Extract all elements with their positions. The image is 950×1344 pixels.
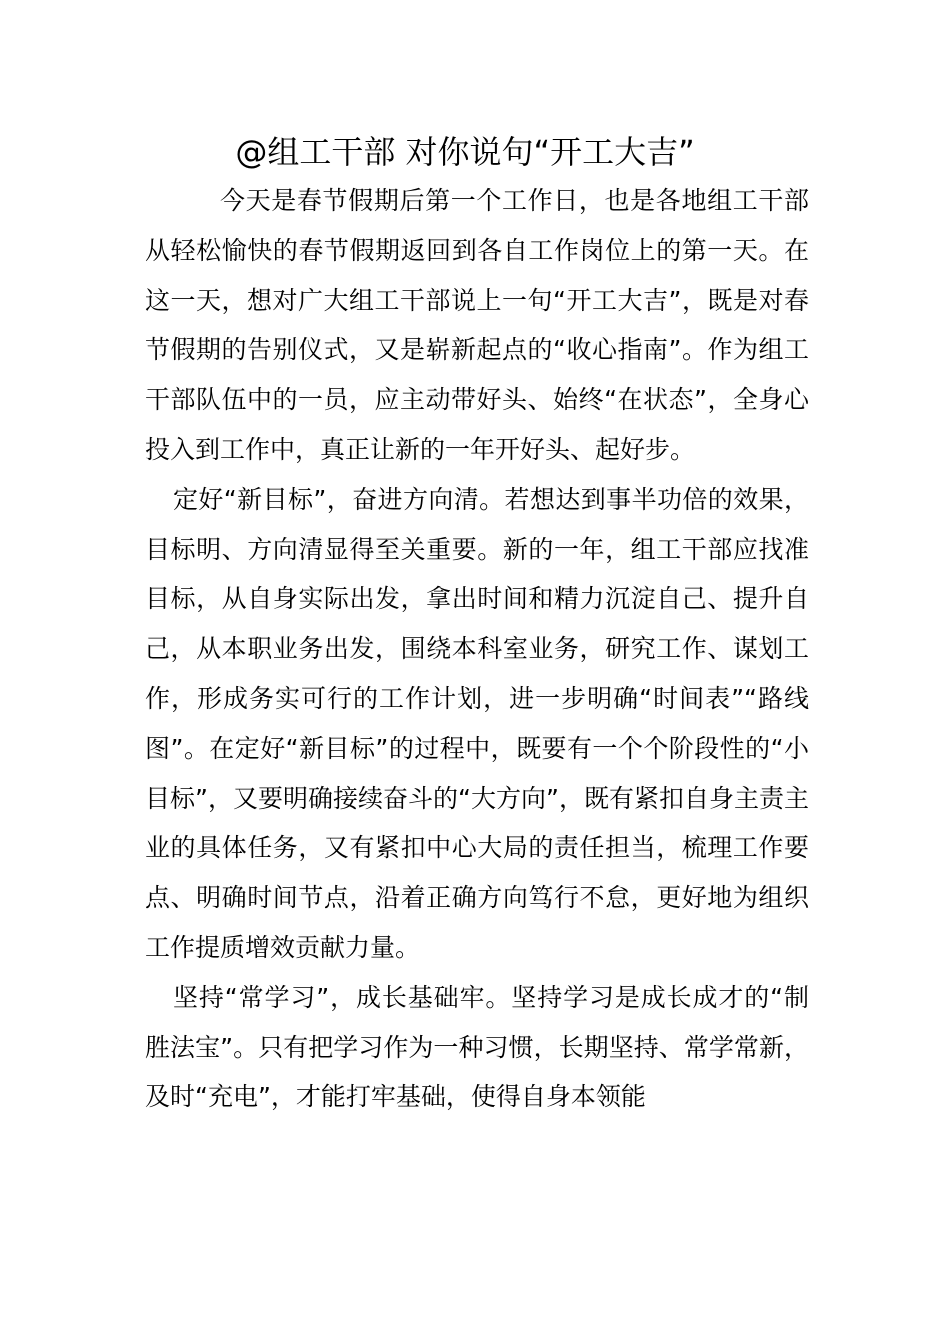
paragraph-new-goals: 定好“新目标”，奋进方向清。若想达到事半功倍的效果，目标明、方向清显得至关重要。新的一年，组工干部应找准目标，从自身实际出发，拿出时间和精力沉淀自己、提升自己，从本职业务出发，围绕本科室业务，研究工作、谋划工作，形成务实可行的工作计划，进一步明确“时间表”“路线图”。在定好“新目标”的过程中，既要有一个个阶段性的“小目标”，又要明确接续奋斗的“大方向”，既有紧扣自身主责主业的具体任务，又有紧扣中心大局的责任担当，梳理工作要点、明确时间节点，沿着正确方向笃行不怠，更好地为组织工作提质增效贡献力量。: [145, 484, 809, 962]
document-body: [145, 176, 809, 1122]
document-title: @组工干部 对你说句“开工大吉”: [235, 133, 695, 171]
paragraph-keep-learning: 坚持“常学习”，成长基础牢。坚持学习是成长成才的“制胜法宝”。只有把学习作为一种习惯，长期坚持、常学常新，及时“充电”，才能打牢基础，使得自身本领能: [145, 982, 809, 1112]
paragraph-intro: 今天是春节假期后第一个工作日，也是各地组工干部从轻松愉快的春节假期返回到各自工作岗位上的第一天。在这一天，想对广大组工干部说上一句“开工大吉”，既是对春节假期的告别仪式，又是崭新起点的“收心指南”。作为组工干部队伍中的一员，应主动带好头、始终“在状态”，全身心投入到工作中，真正让新的一年开好头、起好步。: [145, 186, 809, 464]
